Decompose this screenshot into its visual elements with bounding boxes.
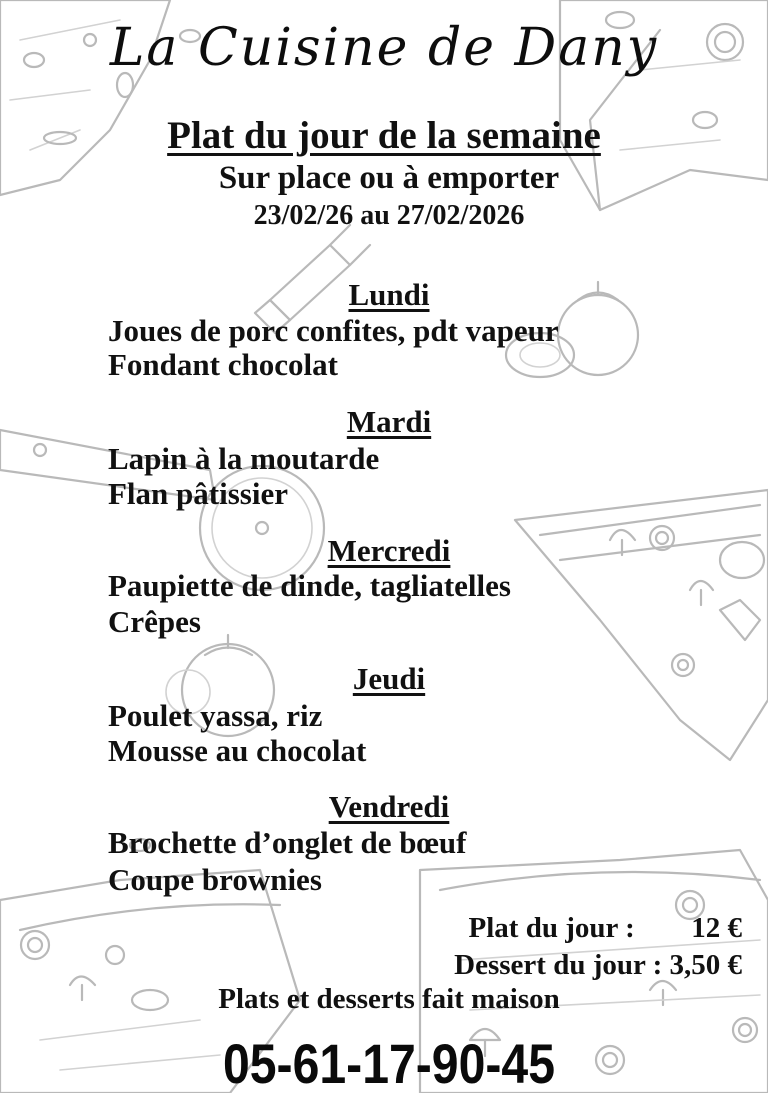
day-heading-lundi: Lundi	[348, 277, 430, 312]
price-plat-value: 12 €	[691, 912, 742, 944]
price-dessert-label: Dessert du jour :	[454, 949, 663, 981]
main-dish-mardi: Lapin à la moutarde	[108, 441, 380, 476]
homemade-note: Plats et desserts fait maison	[218, 983, 560, 1015]
dessert-mardi: Flan pâtissier	[108, 476, 288, 511]
day-heading-jeudi: Jeudi	[352, 661, 426, 696]
main-dish-vendredi: Brochette d’onglet de bœuf	[108, 825, 467, 860]
restaurant-name: La Cuisine de Dany	[109, 18, 659, 78]
day-heading-mercredi: Mercredi	[327, 533, 451, 568]
main-dish-jeudi: Poulet yassa, riz	[108, 698, 323, 733]
price-plat-row	[469, 914, 742, 943]
main-dish-lundi: Joues de porc confites, pdt vapeur	[108, 313, 559, 348]
dessert-mercredi: Crêpes	[108, 604, 201, 639]
menu-dates: 23/02/26 au 27/02/2026	[253, 200, 525, 231]
dessert-jeudi: Mousse au chocolat	[108, 733, 367, 768]
menu-title: Plat du jour de la semaine	[167, 114, 601, 157]
dessert-lundi: Fondant chocolat	[108, 347, 338, 382]
menu-subtitle: Sur place ou à emporter	[218, 160, 560, 196]
price-dessert-value: 3,50 €	[669, 949, 742, 981]
day-heading-vendredi: Vendredi	[328, 789, 450, 824]
phone-number: 05-61-17-90-45	[222, 1032, 555, 1095]
price-dessert-row	[454, 951, 742, 980]
price-plat-label: Plat du jour :	[468, 912, 635, 944]
main-dish-mercredi: Paupiette de dinde, tagliatelles	[108, 568, 511, 603]
dessert-vendredi: Coupe brownies	[108, 862, 322, 897]
day-heading-mardi: Mardi	[346, 404, 432, 439]
